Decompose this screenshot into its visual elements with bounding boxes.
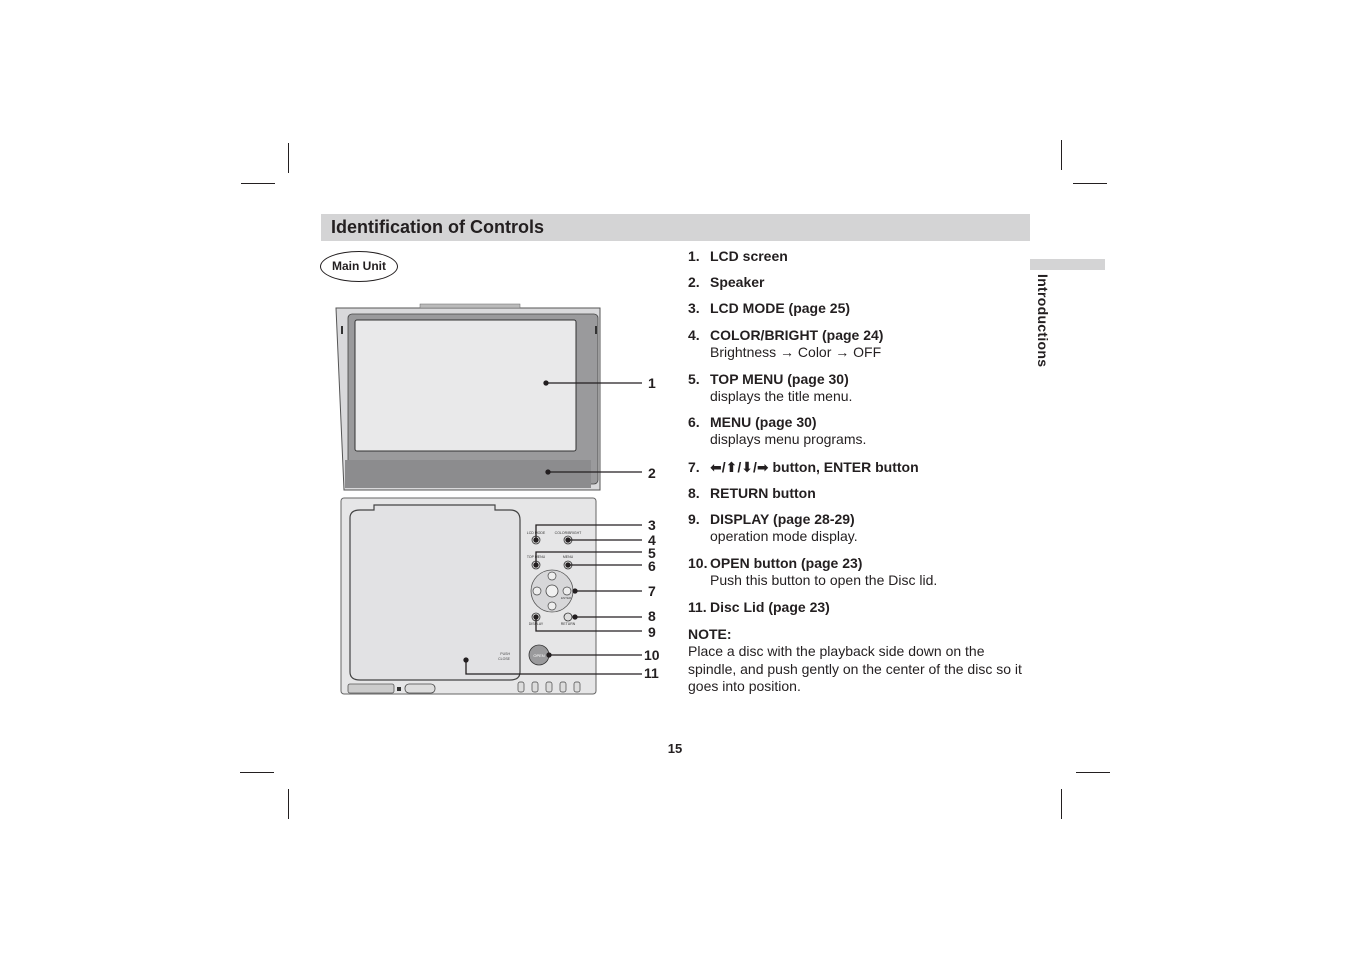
crop-mark [1073, 183, 1107, 184]
crop-mark [288, 143, 289, 173]
callout-11: 11 [644, 665, 659, 681]
open-label: OPEN [533, 653, 545, 658]
crop-mark [1061, 140, 1062, 170]
note-text: Place a disc with the playback side down on the spindle, and push gently on the center of the disc so it goes into position. [688, 643, 1022, 694]
crop-mark [288, 789, 289, 819]
crop-mark [1061, 789, 1062, 819]
callout-3: 3 [648, 517, 656, 533]
crop-mark [241, 183, 275, 184]
disc-lid [350, 505, 520, 680]
callout-4: 4 [648, 532, 656, 548]
page-number: 15 [667, 741, 683, 756]
crop-mark [1076, 772, 1110, 773]
speaker-grill [345, 460, 591, 488]
return-button [564, 613, 572, 621]
close-label: CLOSE [498, 657, 510, 661]
enter-button [546, 585, 558, 597]
top-menu-label: TOP MENU [526, 555, 546, 559]
menu-label: MENU [562, 555, 574, 559]
color-bright-label: COLOR/BRIGHT [554, 531, 582, 535]
enter-label: ENTER [561, 596, 572, 600]
callout-9: 9 [648, 624, 656, 640]
side-tab-label: Introductions [1035, 274, 1051, 368]
main-unit-badge: Main Unit [320, 251, 398, 282]
callout-6: 6 [648, 558, 656, 574]
device-illustration [330, 300, 675, 700]
callout-5: 5 [648, 545, 656, 561]
callout-2: 2 [648, 465, 656, 481]
lcd-mode-label: LCD MODE [526, 531, 546, 535]
section-title-bar [321, 214, 1030, 241]
side-tab-bar [1030, 259, 1105, 270]
crop-mark [240, 772, 274, 773]
push-label: PUSH [500, 652, 510, 656]
display-label: DISPLAY [528, 622, 544, 626]
callout-7: 7 [648, 583, 656, 599]
callout-8: 8 [648, 608, 656, 624]
section-title: Identification of Controls [331, 217, 544, 237]
lcd-screen [355, 320, 576, 451]
callout-1: 1 [648, 375, 656, 391]
callout-10: 10 [644, 647, 660, 663]
note-title: NOTE: [688, 626, 732, 642]
device-diagram [330, 300, 675, 700]
return-label: RETURN [560, 622, 576, 626]
